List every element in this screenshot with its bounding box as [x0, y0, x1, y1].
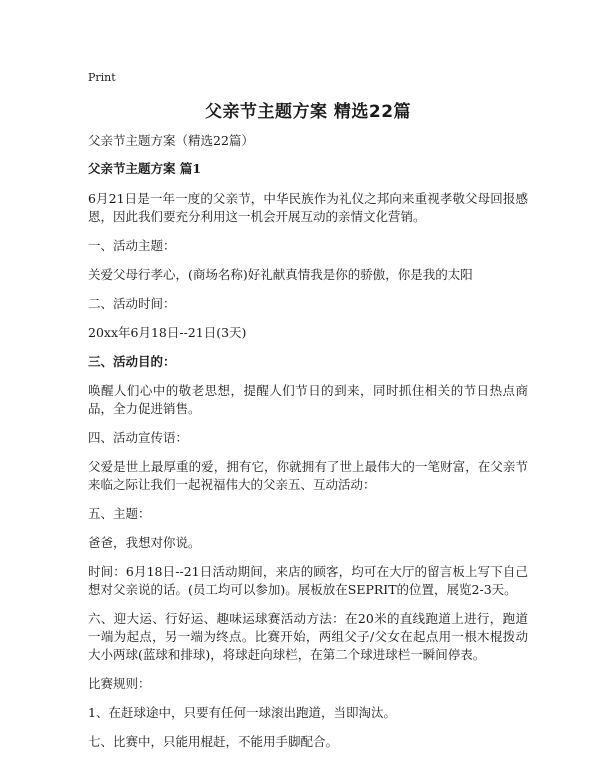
heading-activity-purpose: 三、活动目的： — [88, 354, 176, 369]
heading-rules: 比赛规则： — [88, 676, 151, 691]
print-label[interactable]: Print — [88, 71, 116, 84]
document-page — [88, 64, 528, 762]
heading-activity-time: 二、活动时间： — [88, 296, 176, 311]
paragraph-activity-time: 20xx年6月18日--21日(3天) — [88, 325, 247, 340]
heading-theme-five: 五、主题： — [88, 506, 151, 521]
document-title: 父亲节主题方案 精选22篇 — [204, 102, 412, 122]
paragraph-activity-purpose: 唤醒人们心中的敬老思想，提醒人们节日的到来，同时抓住相关的节日热点商品，全力促进销售。 — [88, 383, 528, 416]
paragraph-intro: 6月21日是一年一度的父亲节，中华民族作为礼仪之邦向来重视孝敬父母回报感恩，因此我们要充分利用这一机会开展互动的亲情文化营销。 — [88, 191, 528, 224]
heading-slogan: 四、活动宣传语： — [88, 430, 189, 445]
paragraph-rule-one: 1、在赶球途中，只要有任何一球滚出跑道，当即淘汰。 — [88, 705, 396, 720]
paragraph-message-board: 时间：6月18日--21日活动期间，来店的顾客，均可在大厅的留言板上写下自己想对父亲说的话。(员工均可以参加)。展板放在SEPRIT的位置，展览2-3天。 — [88, 564, 528, 597]
paragraph-activity-theme: 关爱父母行孝心，(商场名称)好礼献真情我是你的骄傲，你是我的太阳 — [88, 267, 473, 282]
document-subtitle: 父亲节主题方案（精选22篇） — [88, 133, 254, 148]
paragraph-rule-seven: 七、比赛中，只能用棍赶，不能用手脚配合。 — [88, 734, 339, 749]
paragraph-slogan: 父爱是世上最厚重的爱，拥有它，你就拥有了世上最伟大的一笔财富，在父亲节来临之际让我们一起祝福伟大的父亲五、互动活动： — [88, 459, 528, 492]
section-heading: 父亲节主题方案 篇1 — [88, 161, 202, 176]
paragraph-ball-game: 六、迎大运、行好运、趣味运球赛活动方法：在20米的直线跑道上进行，跑道一端为起点，另一端为终点。比赛开始，两组父子/父女在起点用一根木棍拨动大小两球(蓝球和排球)，将球赶向球栏，在第二个球进球栏一瞬间停表。 — [88, 611, 528, 662]
heading-activity-theme: 一、活动主题： — [88, 238, 176, 253]
paragraph-theme-five: 爸爸，我想对你说。 — [88, 535, 201, 550]
